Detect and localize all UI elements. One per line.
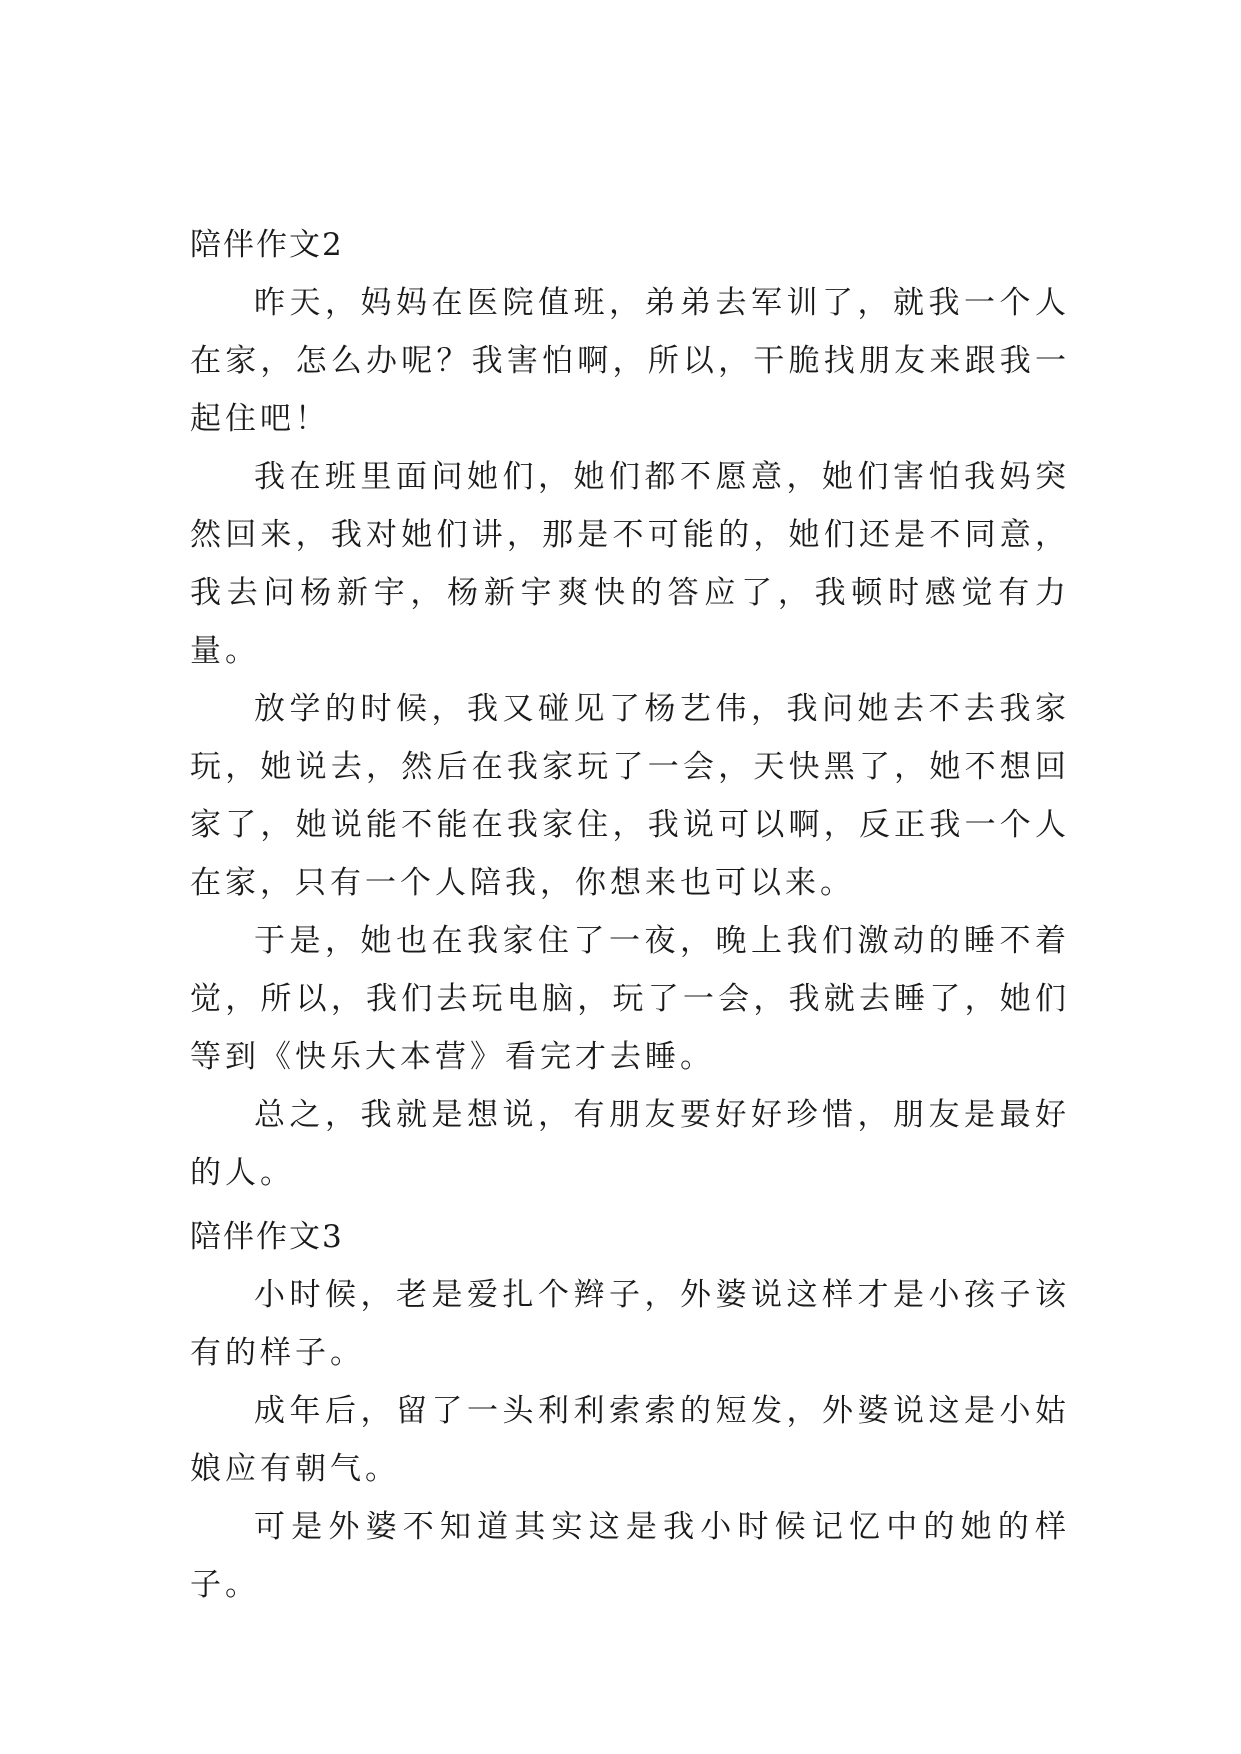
- paragraph: 成年后，留了一头利利索索的短发，外婆说这是小姑娘应有朝气。: [190, 1393, 1070, 1487]
- paragraph: 于是，她也在我家住了一夜，晚上我们激动的睡不着觉，所以，我们去玩电脑，玩了一会，我就去睡了，她们等到《快乐大本营》看完才去睡。: [190, 923, 1070, 1075]
- paragraph: 昨天，妈妈在医院值班，弟弟去军训了，就我一个人在家，怎么办呢？我害怕啊，所以，干脆找朋友来跟我一起住吧！: [190, 285, 1070, 437]
- paragraph: 可是外婆不知道其实这是我小时候记忆中的她的样子。: [190, 1509, 1070, 1603]
- paragraph: 我在班里面问她们，她们都不愿意，她们害怕我妈突然回来，我对她们讲，那是不可能的，她们还是不同意，我去问杨新宇，杨新宇爽快的答应了，我顿时感觉有力量。: [190, 459, 1070, 669]
- essay-title: 陪伴作文3: [190, 1219, 344, 1255]
- paragraph: 总之，我就是想说，有朋友要好好珍惜，朋友是最好的人。: [190, 1097, 1070, 1191]
- essay-section-2: [190, 216, 1070, 1202]
- essay-title: 陪伴作文2: [190, 227, 344, 263]
- paragraph: 放学的时候，我又碰见了杨艺伟，我问她去不去我家玩，她说去，然后在我家玩了一会，天快黑了，她不想回家了，她说能不能在我家住，我说可以啊，反正我一个人在家，只有一个人陪我，你想来也可以来。: [190, 691, 1070, 901]
- paragraph: 小时候，老是爱扎个辫子，外婆说这样才是小孩子该有的样子。: [190, 1277, 1070, 1371]
- essay-section-3: [190, 1208, 1070, 1614]
